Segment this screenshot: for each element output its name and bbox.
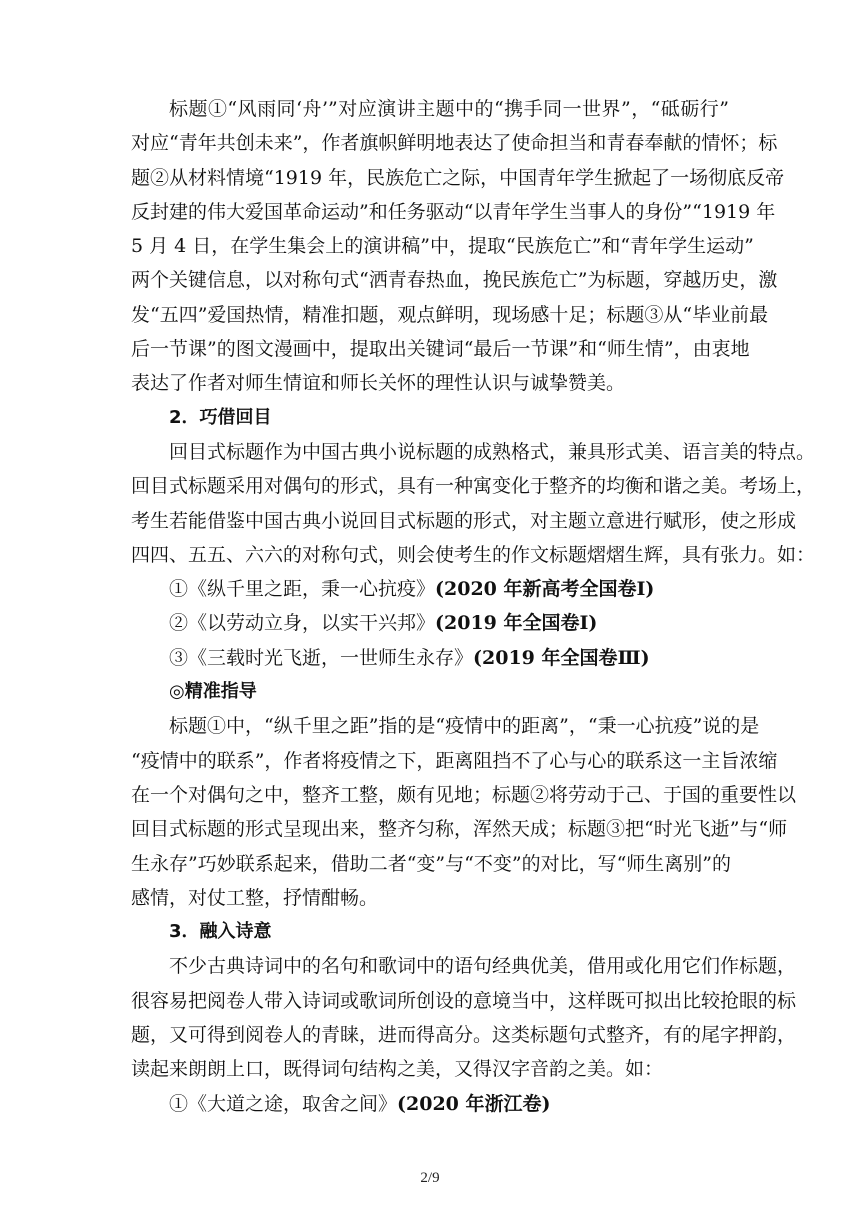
example-list-chapter-titles <box>131 572 729 675</box>
guide-heading: ◎精准指导 <box>169 681 257 703</box>
paragraph-title-analysis-1 <box>131 92 785 401</box>
example-title: ③《三载时光飞逝，一世师生永存》 <box>169 646 474 669</box>
text-line: 感情，对仗工整，抒情酣畅。 <box>131 886 379 909</box>
section-heading-poetic-titles: 3．融入诗意 <box>169 921 272 943</box>
example-item <box>131 1087 729 1121</box>
text-line: 标题①“风雨同‘舟’”对应演讲主题中的“携手同一世界”，“砥砺行” <box>169 98 729 120</box>
text-line: 很容易把阅卷人带入诗词或歌词所创设的意境当中，这样既可拟出比较抢眼的标 <box>131 989 797 1012</box>
paragraph-poetic-titles <box>131 949 797 1086</box>
section-heading-borrow-chapter-titles: 2．巧借回目 <box>169 406 272 428</box>
example-item <box>131 606 729 640</box>
example-source: (2020 年浙江卷) <box>397 1092 551 1115</box>
text-line: 标题①中，“纵千里之距”指的是“疫情中的距离”，“秉一心抗疫”说的是 <box>169 715 760 738</box>
text-line: 考生若能借鉴中国古典小说回目式标题的形式，对主题立意进行赋形，使之形成 <box>131 509 797 532</box>
text-line: “疫情中的联系”，作者将疫情之下，距离阻挡不了心与心的联系这一主旨浓缩 <box>131 749 778 772</box>
paragraph-guide-analysis <box>131 709 797 915</box>
text-line: 题②从材料情境“1919 年，民族危亡之际，中国青年学生掀起了一场彻底反帝 <box>131 166 785 189</box>
text-line: 生永存”巧妙联系起来，借助二者“变”与“不变”的对比，写“师生离别”的 <box>131 852 731 875</box>
text-line: 回目式标题采用对偶句的形式，具有一种寓变化于整齐的均衡和谐之美。考场上， <box>131 475 816 498</box>
text-line: 回目式标题作为中国古典小说标题的成熟格式，兼具形式美、语言美的特点。 <box>169 440 816 463</box>
example-title: ①《大道之途，取舍之间》 <box>169 1092 398 1115</box>
text-line: 对应“青年共创未来”，作者旗帜鲜明地表达了使命担当和青春奉献的情怀；标 <box>131 132 778 155</box>
text-line: 在一个对偶句之中，整齐工整，颇有见地；标题②将劳动于己、于国的重要性以 <box>131 783 797 806</box>
example-source: (2019 年全国卷Ⅲ) <box>473 646 650 669</box>
text-line: 反封建的伟大爱国革命运动”和任务驱动“以青年学生当事人的身份”“1919 年 <box>131 200 776 223</box>
text-line: 读起来朗朗上口，既得词句结构之美，又得汉字音韵之美。如： <box>131 1058 664 1081</box>
text-line: 不少古典诗词中的名句和歌词中的语句经典优美，借用或化用它们作标题， <box>169 955 797 978</box>
example-list-poetic-titles <box>131 1087 729 1121</box>
example-item <box>131 572 729 606</box>
text-line: 四四、五五、六六的对称句式，则会使考生的作文标题熠熠生辉，具有张力。如： <box>131 543 816 566</box>
text-line: 表达了作者对师生情谊和师长关怀的理性认识与诚挚赞美。 <box>131 372 626 395</box>
text-line: 5 月 4 日，在学生集会上的演讲稿”中，提取“民族危亡”和“青年学生运动” <box>131 235 754 258</box>
text-line: 发“五四”爱国热情，精准扣题，观点鲜明，现场感十足；标题③从“毕业前最 <box>131 303 769 326</box>
text-line: 回目式标题的形式呈现出来，整齐匀称，浑然天成；标题③把“时光飞逝”与“师 <box>131 818 788 841</box>
text-line: 题，又可得到阅卷人的青睐，进而得高分。这类标题句式整齐，有的尾字押韵， <box>131 1024 797 1047</box>
example-title: ②《以劳动立身，以实干兴邦》 <box>169 612 436 635</box>
example-title: ①《纵千里之距，秉一心抗疫》 <box>169 578 436 601</box>
paragraph-chapter-title-style <box>131 435 816 572</box>
example-source: (2019 年全国卷Ⅰ) <box>435 612 598 635</box>
example-source: (2020 年新高考全国卷Ⅰ) <box>435 578 655 601</box>
example-item <box>131 641 729 675</box>
page-content <box>131 92 816 1121</box>
text-line: 后一节课”的图文漫画中，提取出关键词“最后一节课”和“师生情”，由衷地 <box>131 338 750 361</box>
text-line: 两个关键信息，以对称句式“洒青春热血，挽民族危亡”为标题，穿越历史，激 <box>131 269 778 292</box>
page-number: 2/9 <box>420 1170 440 1186</box>
